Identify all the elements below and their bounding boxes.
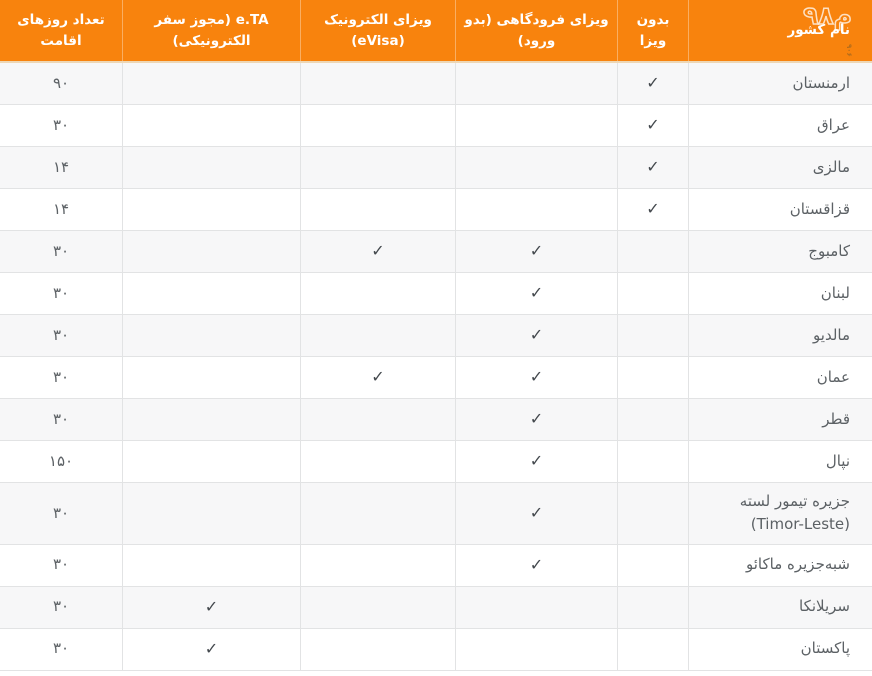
cell-evisa [300,231,455,272]
check-icon: ✓ [529,241,544,261]
cell-no_visa [617,545,688,586]
cell-voa [455,231,617,272]
check-icon: ✓ [371,241,385,261]
stay-days-cell: ۳۰ [52,283,70,302]
country-cell: مالدیو [688,315,872,356]
table-row [0,147,872,189]
table-row [0,105,872,147]
check-icon: ✓ [646,199,660,219]
table-row [0,315,872,357]
table-header-row [0,0,872,63]
cell-no_visa [617,189,688,230]
table-row [0,357,872,399]
table-row [0,441,872,483]
cell-eta [122,147,300,188]
check-icon: ✓ [204,638,219,658]
cell-voa [455,483,617,544]
check-icon: ✓ [646,115,660,135]
cell-eta [122,357,300,398]
cell-no_visa [617,315,688,356]
header-country [688,0,872,61]
cell-evisa [300,147,455,188]
cell-evisa [300,399,455,440]
table-row [0,629,872,671]
stay-days-cell: ۱۴ [52,157,70,176]
watermark-logo: م۹۸ [803,1,852,30]
table-row [0,545,872,587]
country-cell: قطر [688,399,872,440]
header-evisa [300,0,455,61]
cell-eta [122,483,300,544]
cell-no_visa [617,483,688,544]
cell-no_visa [617,63,688,104]
cell-eta [122,189,300,230]
country-cell: عمان [688,357,872,398]
table-row [0,189,872,231]
country-cell: نپال [688,441,872,482]
stay-days-cell: ۱۴ [52,199,70,218]
country-cell: کامبوج [688,231,872,272]
cell-evisa [300,63,455,104]
stay-days-cell: ۹۰ [52,73,70,92]
country-cell: سریلانکا [688,587,872,628]
cell-eta [122,629,300,670]
stay-days-cell: ۳۰ [52,115,70,134]
header-stay-days-label: تعداد روزهای اقامت [17,11,105,49]
table-row [0,587,872,629]
stay-days-cell: ۳۰ [52,639,70,658]
check-icon: ✓ [529,367,544,387]
cell-voa [455,105,617,146]
country-cell: لبنان [688,273,872,314]
cell-voa [455,587,617,628]
cell-eta [122,273,300,314]
cell-no_visa [617,105,688,146]
stay-days-cell: ۳۰ [52,325,70,344]
country-cell: قزاقستان [688,189,872,230]
cell-voa [455,441,617,482]
cell-eta [122,315,300,356]
check-icon: ✓ [529,502,544,522]
stay-days-cell: ۳۰ [52,409,70,428]
header-eta-label: e.TA (مجوز سفر الکترونیکی) [154,11,269,49]
header-no-visa-label: بدون ویزا [636,11,670,49]
table-row [0,483,872,545]
stay-days-cell: ۳۰ [52,241,70,260]
table-body [0,63,872,671]
watermark-side-text: ۹۰۶ [845,44,853,57]
country-cell: مالزی [688,147,872,188]
header-visa-on-arrival [455,0,617,61]
stay-days-cell: ۳۰ [52,367,70,386]
cell-evisa [300,189,455,230]
cell-evisa [300,105,455,146]
header-stay-days [0,0,122,61]
cell-evisa [300,357,455,398]
check-icon: ✓ [529,325,544,345]
cell-no_visa [617,231,688,272]
cell-eta [122,231,300,272]
header-visa-on-arrival-label: ویزای فرودگاهی (بدو ورود) [464,11,609,49]
cell-evisa [300,441,455,482]
table-row [0,399,872,441]
cell-no_visa [617,441,688,482]
stay-days-cell: ۳۰ [52,555,70,574]
cell-voa [455,357,617,398]
check-icon: ✓ [529,283,544,303]
check-icon: ✓ [529,451,544,471]
header-eta [122,0,300,61]
cell-eta [122,399,300,440]
cell-no_visa [617,587,688,628]
header-evisa-label: ویزای الکترونیک (eVisa) [324,11,432,49]
cell-no_visa [617,273,688,314]
cell-voa [455,399,617,440]
cell-eta [122,587,300,628]
cell-eta [122,545,300,586]
cell-voa [455,189,617,230]
header-country-label: نام کشور [787,22,850,39]
cell-voa [455,315,617,356]
cell-no_visa [617,399,688,440]
check-icon: ✓ [371,367,385,387]
cell-eta [122,63,300,104]
header-no-visa [617,0,688,61]
stay-days-cell: ۳۰ [52,503,70,522]
check-icon: ✓ [646,73,660,93]
cell-evisa [300,483,455,544]
table-row [0,231,872,273]
check-icon: ✓ [204,596,219,616]
cell-no_visa [617,629,688,670]
stay-days-cell: ۱۵۰ [48,451,74,470]
country-cell: پاکستان [688,629,872,670]
cell-evisa [300,315,455,356]
cell-voa [455,147,617,188]
cell-voa [455,545,617,586]
cell-no_visa [617,147,688,188]
cell-evisa [300,629,455,670]
cell-voa [455,629,617,670]
cell-evisa [300,273,455,314]
cell-eta [122,441,300,482]
cell-eta [122,105,300,146]
check-icon: ✓ [646,157,660,177]
country-cell: جزیره تیمور لسته (Timor-Leste) [688,483,872,544]
country-cell: شبه‌جزیره ماکائو [688,545,872,586]
check-icon: ✓ [529,409,544,429]
table-row [0,273,872,315]
stay-days-cell: ۳۰ [52,597,70,616]
cell-voa [455,63,617,104]
country-cell: ارمنستان [688,63,872,104]
country-cell: عراق [688,105,872,146]
cell-evisa [300,587,455,628]
check-icon: ✓ [529,554,544,574]
cell-voa [455,273,617,314]
table-row [0,63,872,105]
cell-no_visa [617,357,688,398]
cell-evisa [300,545,455,586]
